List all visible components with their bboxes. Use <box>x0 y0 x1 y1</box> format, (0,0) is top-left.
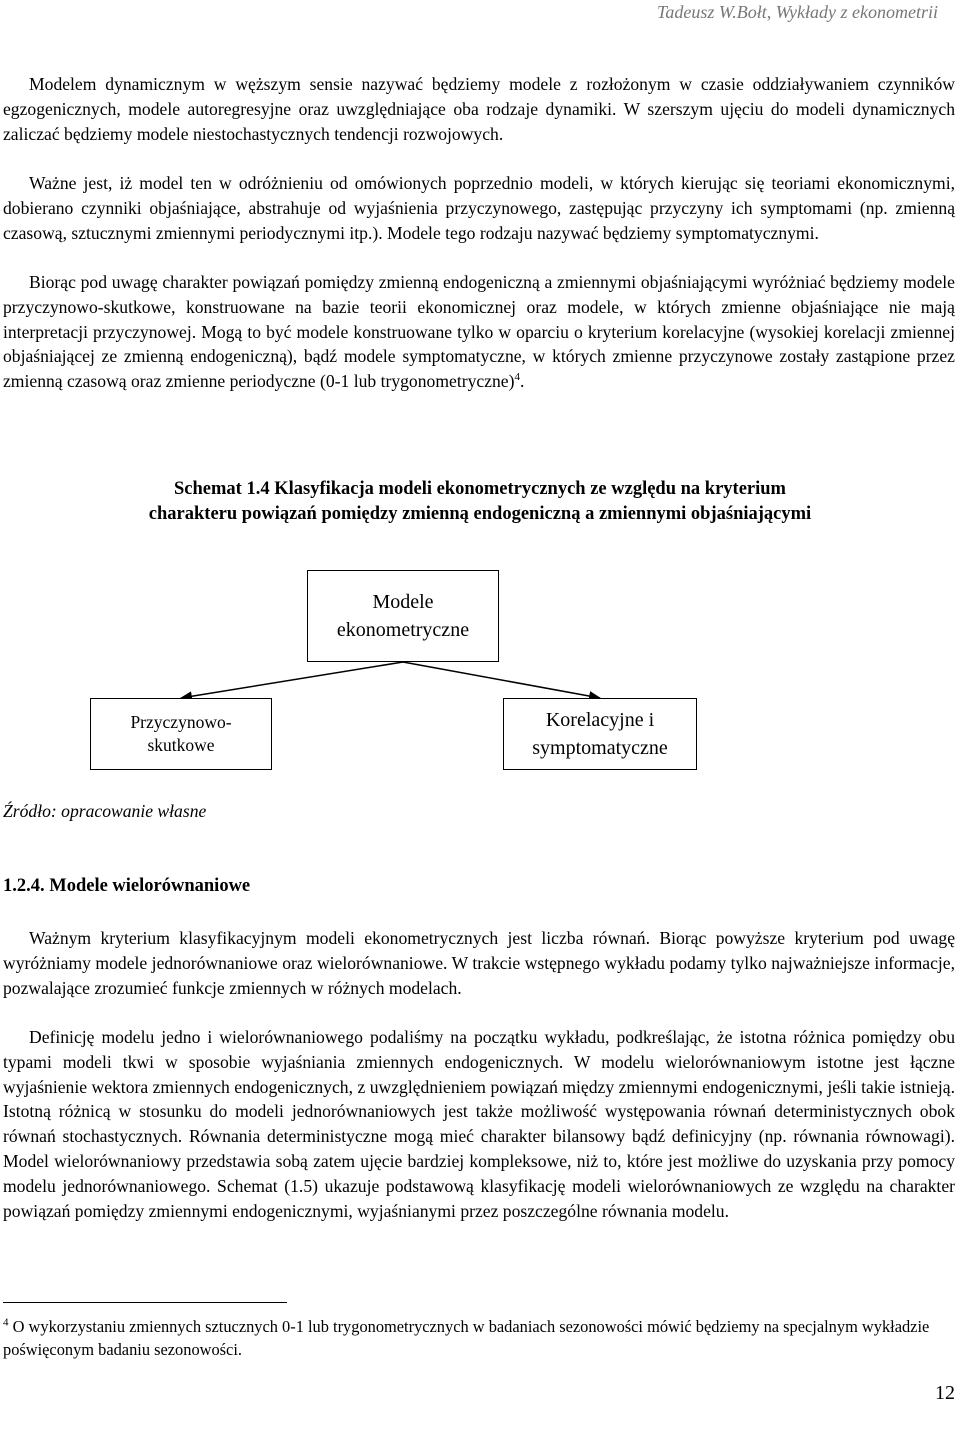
paragraph-text: Ważne jest, iż model ten w odróżnieniu od omówionych poprzednio modeli, w których kierując się teoriami ekonomicznymi, dobierano czynniki objaśniające, abstrahuje od wyjaśnienia przyczynowego, zastępując przyczyny ich symptomami (np. zmienną czasową, sztucznymi zmiennymi periodycznymi itp.). Modele tego rodzaju nazywać będziemy symptomatycznymi. <box>3 173 955 243</box>
footnote-reference[interactable]: 4 <box>514 371 520 384</box>
node-label-line: skutkowe <box>147 735 215 755</box>
node-label-line: ekonometryczne <box>336 619 470 641</box>
paragraph-text: Biorąc pod uwagę charakter powiązań pomiędzy zmienną endogeniczną a zmiennymi objaśniającymi wyróżniać będziemy modele przyczynowo-skutkowe, konstruowane na bazie teorii ekonomicznej oraz modele, w których zmienne objaśniające nie mają interpretacji przyczynowej. Mogą to być modele konstruowane tylko w oparciu o kryterium korelacyjne (wysokiej korelacji zmiennej objaśniającej ze zmienną endogeniczną), bądź modele symptomatyczne, w których zmienne przyczynowe zostały zastąpione przez zmienną czasową oraz zmienne periodyczne (0-1 lub trygonometryczne) <box>3 272 955 392</box>
node-correlational-symptomatic-models <box>503 698 697 770</box>
footnote-marker: 4 <box>3 1316 9 1329</box>
paragraph-text: Definicję modelu jedno i wielorównaniowego podaliśmy na początku wykładu, podkreślając, że istotna różnica pomiędzy obu typami modeli tkwi w sposobie wyjaśniania zmiennych endogenicznych. W modelu wielorównaniowym istotne jest łączne wyjaśnienie wektora zmiennych endogenicznych, z uwzględnieniem powiązań między zmiennymi endogenicznymi, jeśli takie istnieją. Istotną różnicą w stosunku do modeli jednorównaniowych jest także możliwość występowania równań deterministycznych obok równań stochastycznych. Równania deterministyczne mogą mieć charakter bilansowy bądź definicyjny (np. równania równowagi). Model wielorównaniowy przedstawia sobą zatem ujęcie bardziej kompleksowe, niż to, które jest możliwe do uzyskania przy pomocy modelu jednorównaniowego. Schemat (1.5) ukazuje podstawową klasyfikację modeli wielorównaniowych ze względu na charakter powiązań pomiędzy zmiennymi endogenicznymi, wyjaśnianymi przez poszczególne równania modelu. <box>3 1027 955 1221</box>
footnote-divider <box>3 1302 287 1303</box>
paragraph-text: Ważnym kryterium klasyfikacyjnym modeli ekonometrycznych jest liczba równań. Biorąc powyższe kryterium pod uwagę wyróżniamy modele jednorównaniowe oraz wielorównaniowe. W trakcie wstępnego wykładu podamy tylko najważniejsze informacje, pozwalające zrozumieć funkcje zmiennych w różnych modelach. <box>3 928 955 998</box>
footnote-text: O wykorzystaniu zmiennych sztucznych 0-1 lub trygonometrycznych w badaniach sezonowości mówić będziemy na specjalnym wykładzie poświęconym badaniu sezonowości. <box>3 1317 930 1359</box>
footnote <box>3 1315 955 1361</box>
node-econometric-models <box>307 570 499 662</box>
node-label-line: Modele <box>372 591 434 613</box>
section-heading: 1.2.4. Modele wielorównaniowe <box>3 876 251 896</box>
node-causal-models <box>90 698 272 770</box>
diagram-source: Źródło: opracowanie własne <box>3 801 207 821</box>
running-header: Tadeusz W.Bołt, Wykłady z ekonometrii <box>657 2 938 22</box>
node-label-line: symptomatyczne <box>532 737 668 759</box>
arrow-to-causal-models <box>181 662 403 698</box>
paragraph-multi-equation-criterion <box>3 926 955 1000</box>
paragraph-text: Modelem dynamicznym w węższym sensie nazywać będziemy modele z rozłożonym w czasie oddziaływaniem czynników egzogenicznych, modele autoregresyjne oraz uwzględniające oba rodzaje dynamiki. W szerszym ujęciu do modeli dynamicznych zaliczać będziemy modele niestochastycznych tendencji rozwojowych. <box>3 74 955 144</box>
node-label-line: Korelacyjne i <box>545 709 655 731</box>
schemat-title-line-2: charakteru powiązań pomiędzy zmienną endogeniczną a zmiennymi objaśniającymi <box>148 504 812 524</box>
paragraph-end-punctuation: . <box>519 371 525 392</box>
page-number: 12 <box>935 1382 955 1404</box>
paragraph-multi-equation-definition <box>3 1025 955 1223</box>
schemat-title-line-1: Schemat 1.4 Klasyfikacja modeli ekonometrycznych ze względu na kryterium <box>174 479 786 499</box>
arrow-to-correlational-models <box>403 662 600 698</box>
node-label-line: Przyczynowo- <box>130 712 232 732</box>
